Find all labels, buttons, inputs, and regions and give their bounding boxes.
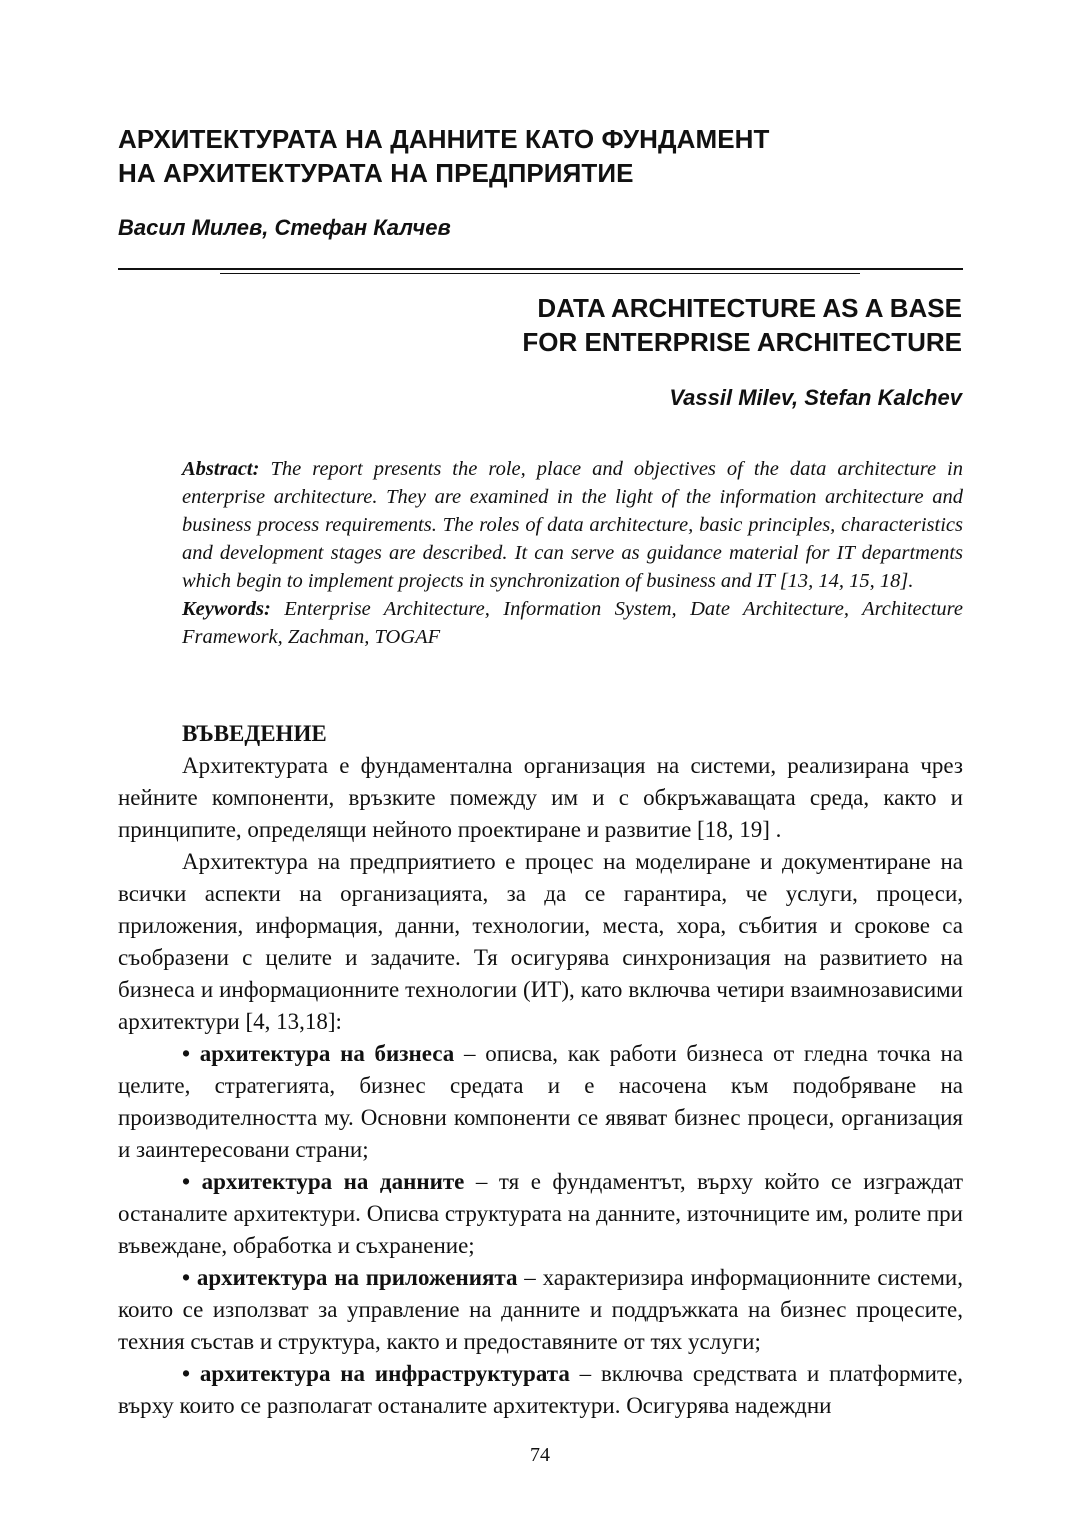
section-heading: ВЪВЕДЕНИЕ xyxy=(182,721,327,746)
keywords-label: Keywords: xyxy=(182,598,271,620)
divider-thin xyxy=(220,273,860,274)
paper-title-en-line2: FOR ENTERPRISE ARCHITECTURE xyxy=(522,327,962,357)
divider-thick xyxy=(118,268,963,270)
bullet-infrastructure xyxy=(118,1358,963,1422)
paper-title-en-line1: DATA ARCHITECTURE AS A BASE xyxy=(537,293,962,323)
authors-en: Vassil Milev, Stefan Kalchev xyxy=(669,385,962,410)
bullet-applications xyxy=(118,1262,963,1358)
bullet-text: – включва средствата и платформите, върху които се разполагат останалите архитектури. Осигурява надеждни xyxy=(118,1361,963,1418)
bullet-text: – характеризира информационните системи, които се използват за управление на данните и поддръжката на бизнес процесите, техния състав и структура, както и предоставяните от тях услуги; xyxy=(118,1265,963,1354)
paper-title-bg-line2: НА АРХИТЕКТУРАТА НА ПРЕДПРИЯТИЕ xyxy=(118,158,634,188)
paper-title-bg xyxy=(118,122,978,190)
keywords-text: Enterprise Architecture, Information System, Date Architecture, Architecture Framework, Zachman, TOGAF xyxy=(182,598,964,648)
body-section xyxy=(118,718,963,1422)
abstract-block xyxy=(182,455,963,651)
abstract-text: The report presents the role, place and objectives of the data architecture in enterprise architecture. They are examined in the light of the information architecture and business process requirements. The roles of data architecture, basic principles, characteristics and development stages are described. It can serve as guidance material for IT departments which begin to implement projects in synchronization of business and IT [13, 14, 15, 18]. xyxy=(182,458,963,592)
bullet-term: • архитектура на приложенията xyxy=(182,1265,518,1290)
paper-title-bg-line1: АРХИТЕКТУРАТА НА ДАННИТЕ КАТО ФУНДАМЕНТ xyxy=(118,124,770,154)
bullet-text: – тя е фундаментът, върху който се изграждат останалите архитектури. Описва структурата на данните, източниците им, ролите при въвеждане, обработка и съхранение; xyxy=(118,1169,963,1258)
keywords-paragraph xyxy=(182,595,963,651)
bullet-term: • архитектура на данните xyxy=(182,1169,465,1194)
paragraph-2: Архитектура на предприятието е процес на моделиране и документиране на всички аспекти на организацията, за да се гарантира, че услуги, процеси, приложения, информация, данни, технологии, места, хора, събития и срокове са съобразени с целите и задачите. Тя осигурява синхронизация на развитието на бизнеса и информационните технологии (ИТ), като включва четири взаимнозависими архитектури [4, 13,18]: xyxy=(118,849,963,1034)
bullet-text: – описва, как работи бизнеса от гледна точка на целите, стратегията, бизнес средата и е насочена към подобряване на производителността му. Основни компоненти се явяват бизнес процеси, организация и заинтересовани страни; xyxy=(118,1041,963,1162)
bullet-term: • архитектура на бизнеса xyxy=(182,1041,455,1066)
paragraph-1: Архитектурата е фундаментална организация на системи, реализирана чрез нейните компоненти, връзките помежду им и с обкръжаващата среда, както и принципите, определящи нейното проектиране и развитие [18, 19] . xyxy=(118,753,963,842)
bullet-business xyxy=(118,1038,963,1166)
abstract-label: Abstract: xyxy=(182,458,260,480)
bullet-term: • архитектура на инфраструктурата xyxy=(182,1361,570,1386)
paper-title-en xyxy=(262,291,962,359)
bullet-data xyxy=(118,1166,963,1262)
abstract-paragraph xyxy=(182,455,963,595)
authors-bg: Васил Милев, Стефан Калчев xyxy=(118,215,451,240)
page-number: 74 xyxy=(530,1444,550,1466)
